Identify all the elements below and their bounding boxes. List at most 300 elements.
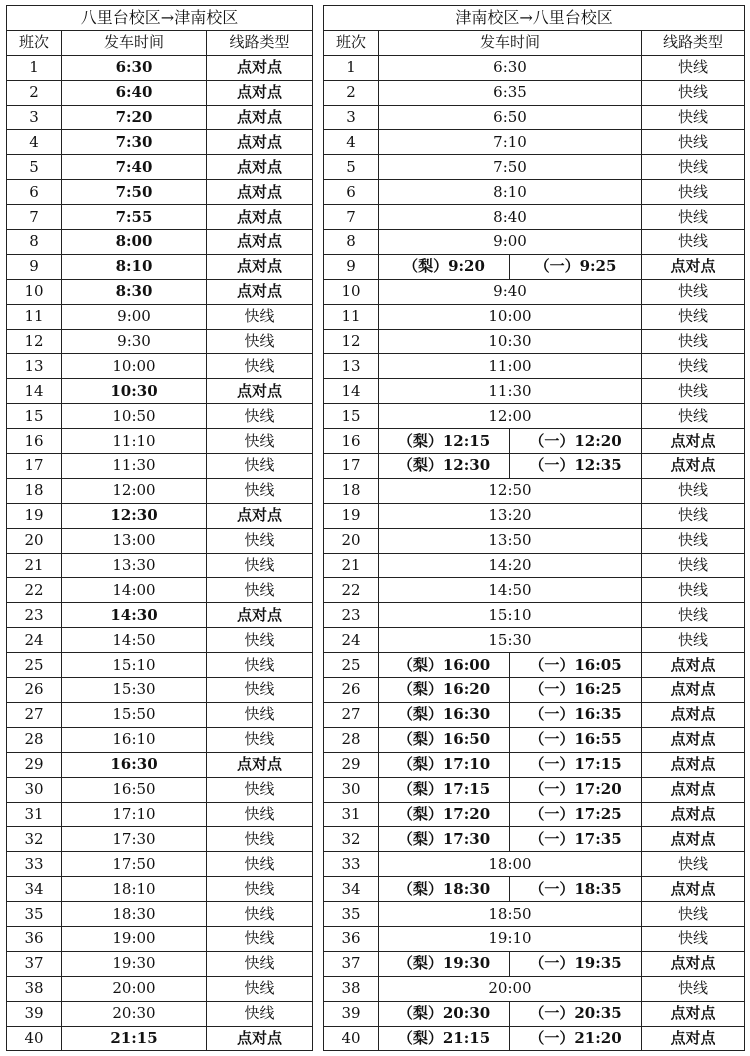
- trip-number: 28: [7, 727, 62, 752]
- table-row: [324, 478, 745, 503]
- route-type: 点对点: [207, 105, 313, 130]
- route-type: 点对点: [207, 180, 313, 205]
- departure-time: 16:10: [62, 727, 207, 752]
- right-schedule-table: [323, 5, 745, 1051]
- route-type: 快线: [642, 205, 745, 230]
- departure-time: 11:30: [379, 379, 642, 404]
- route-type: 快线: [642, 180, 745, 205]
- departure-time: 20:30: [62, 1001, 207, 1026]
- left-header-row: [7, 30, 313, 55]
- departure-time: 12:50: [379, 478, 642, 503]
- route-type: 快线: [207, 404, 313, 429]
- route-type: 点对点: [207, 80, 313, 105]
- departure-time: 9:00: [379, 230, 642, 255]
- trip-number: 35: [324, 902, 379, 927]
- departure-time: 14:50: [379, 578, 642, 603]
- table-row: [324, 852, 745, 877]
- trip-number: 28: [324, 727, 379, 752]
- trip-number: 34: [7, 877, 62, 902]
- route-type: 快线: [642, 603, 745, 628]
- departure-time: 13:00: [62, 528, 207, 553]
- trip-number: 37: [7, 951, 62, 976]
- route-type: 快线: [207, 304, 313, 329]
- trip-number: 5: [324, 155, 379, 180]
- trip-number: 33: [324, 852, 379, 877]
- route-type: 快线: [642, 354, 745, 379]
- departure-time: 11:30: [62, 454, 207, 479]
- route-type: 快线: [642, 105, 745, 130]
- route-type: 点对点: [642, 777, 745, 802]
- table-row: [324, 777, 745, 802]
- departure-time: 15:30: [379, 628, 642, 653]
- route-type: 快线: [207, 653, 313, 678]
- departure-time: 6:30: [62, 55, 207, 80]
- departure-time: 10:00: [62, 354, 207, 379]
- trip-number: 4: [324, 130, 379, 155]
- route-type: 快线: [207, 1001, 313, 1026]
- route-type: 点对点: [642, 1001, 745, 1026]
- trip-number: 40: [324, 1026, 379, 1051]
- route-type: 点对点: [207, 205, 313, 230]
- table-row: [7, 653, 313, 678]
- trip-number: 1: [7, 55, 62, 80]
- departure-time-yi: （一）17:35: [510, 827, 642, 852]
- trip-number: 24: [324, 628, 379, 653]
- table-row: [324, 329, 745, 354]
- trip-number: 25: [7, 653, 62, 678]
- departure-time: 15:10: [379, 603, 642, 628]
- table-row: [324, 902, 745, 927]
- route-type: 快线: [207, 802, 313, 827]
- departure-time-yi: （一）16:05: [510, 653, 642, 678]
- table-row: [7, 951, 313, 976]
- table-row: [324, 1001, 745, 1026]
- route-type: 快线: [207, 902, 313, 927]
- route-type: 快线: [207, 951, 313, 976]
- route-type: 快线: [642, 926, 745, 951]
- departure-time: 11:00: [379, 354, 642, 379]
- right-title-row: [324, 6, 745, 31]
- route-type: 快线: [207, 852, 313, 877]
- trip-number: 18: [324, 478, 379, 503]
- departure-time: 18:50: [379, 902, 642, 927]
- departure-time: 8:10: [379, 180, 642, 205]
- route-type: 点对点: [207, 752, 313, 777]
- trip-number: 19: [7, 503, 62, 528]
- table-row: [324, 354, 745, 379]
- departure-time: 9:40: [379, 279, 642, 304]
- departure-time: 14:20: [379, 553, 642, 578]
- table-row: [324, 976, 745, 1001]
- route-type: 快线: [642, 553, 745, 578]
- trip-number: 8: [7, 230, 62, 255]
- right-table-title: 津南校区→八里台校区: [324, 6, 745, 31]
- route-type: 点对点: [642, 454, 745, 479]
- trip-number: 20: [7, 528, 62, 553]
- right-header-no: 班次: [324, 30, 379, 55]
- departure-time-yi: （一）16:55: [510, 727, 642, 752]
- table-row: [7, 752, 313, 777]
- table-row: [7, 628, 313, 653]
- departure-time: 19:00: [62, 926, 207, 951]
- departure-time: 15:50: [62, 702, 207, 727]
- departure-time-li: （梨）12:15: [379, 429, 510, 454]
- table-row: [7, 852, 313, 877]
- trip-number: 2: [324, 80, 379, 105]
- departure-time: 9:00: [62, 304, 207, 329]
- trip-number: 27: [7, 702, 62, 727]
- trip-number: 33: [7, 852, 62, 877]
- route-type: 点对点: [207, 603, 313, 628]
- trip-number: 22: [324, 578, 379, 603]
- departure-time: 15:10: [62, 653, 207, 678]
- table-row: [7, 827, 313, 852]
- table-row: [7, 603, 313, 628]
- trip-number: 27: [324, 702, 379, 727]
- route-type: 快线: [207, 478, 313, 503]
- departure-time: 10:30: [62, 379, 207, 404]
- table-row: [7, 304, 313, 329]
- route-type: 快线: [207, 877, 313, 902]
- departure-time: 19:10: [379, 926, 642, 951]
- departure-time-li: （梨）17:20: [379, 802, 510, 827]
- departure-time: 13:50: [379, 528, 642, 553]
- departure-time: 16:50: [62, 777, 207, 802]
- route-type: 点对点: [642, 802, 745, 827]
- route-type: 点对点: [642, 678, 745, 703]
- table-row: [324, 105, 745, 130]
- trip-number: 30: [324, 777, 379, 802]
- table-row: [7, 205, 313, 230]
- table-row: [7, 230, 313, 255]
- route-type: 点对点: [207, 1026, 313, 1051]
- route-type: 快线: [642, 902, 745, 927]
- departure-time: 18:10: [62, 877, 207, 902]
- departure-time: 17:30: [62, 827, 207, 852]
- trip-number: 12: [324, 329, 379, 354]
- route-type: 点对点: [642, 429, 745, 454]
- table-row: [324, 653, 745, 678]
- departure-time-li: （梨）9:20: [379, 254, 510, 279]
- left-table-title: 八里台校区→津南校区: [7, 6, 313, 31]
- route-type: 快线: [642, 503, 745, 528]
- route-type: 点对点: [207, 155, 313, 180]
- table-row: [7, 777, 313, 802]
- table-row: [324, 578, 745, 603]
- route-type: 快线: [207, 553, 313, 578]
- left-header-type: 线路类型: [207, 30, 313, 55]
- trip-number: 10: [324, 279, 379, 304]
- trip-number: 13: [7, 354, 62, 379]
- departure-time-li: （梨）16:30: [379, 702, 510, 727]
- trip-number: 8: [324, 230, 379, 255]
- departure-time: 17:50: [62, 852, 207, 877]
- departure-time: 15:30: [62, 678, 207, 703]
- departure-time: 13:30: [62, 553, 207, 578]
- route-type: 快线: [207, 976, 313, 1001]
- table-row: [324, 55, 745, 80]
- table-row: [7, 429, 313, 454]
- table-row: [7, 976, 313, 1001]
- departure-time-li: （梨）17:15: [379, 777, 510, 802]
- departure-time: 12:00: [379, 404, 642, 429]
- route-type: 点对点: [207, 279, 313, 304]
- departure-time-li: （梨）20:30: [379, 1001, 510, 1026]
- route-type: 点对点: [642, 951, 745, 976]
- departure-time: 17:10: [62, 802, 207, 827]
- trip-number: 16: [7, 429, 62, 454]
- route-type: 快线: [642, 478, 745, 503]
- table-row: [324, 379, 745, 404]
- table-row: [7, 926, 313, 951]
- route-type: 快线: [207, 702, 313, 727]
- departure-time: 13:20: [379, 503, 642, 528]
- departure-time-yi: （一）17:20: [510, 777, 642, 802]
- trip-number: 31: [324, 802, 379, 827]
- departure-time: 8:40: [379, 205, 642, 230]
- departure-time: 7:30: [62, 130, 207, 155]
- departure-time: 6:40: [62, 80, 207, 105]
- table-row: [7, 379, 313, 404]
- trip-number: 24: [7, 628, 62, 653]
- route-type: 快线: [642, 55, 745, 80]
- departure-time: 6:30: [379, 55, 642, 80]
- departure-time: 9:30: [62, 329, 207, 354]
- trip-number: 38: [7, 976, 62, 1001]
- route-type: 快线: [642, 578, 745, 603]
- trip-number: 20: [324, 528, 379, 553]
- route-type: 点对点: [642, 1026, 745, 1051]
- route-type: 点对点: [207, 503, 313, 528]
- trip-number: 9: [324, 254, 379, 279]
- departure-time: 12:30: [62, 503, 207, 528]
- departure-time-yi: （一）21:20: [510, 1026, 642, 1051]
- departure-time: 8:30: [62, 279, 207, 304]
- right-table-body: [324, 55, 745, 1051]
- left-header-no: 班次: [7, 30, 62, 55]
- departure-time-li: （梨）21:15: [379, 1026, 510, 1051]
- departure-time: 12:00: [62, 478, 207, 503]
- departure-time-li: （梨）19:30: [379, 951, 510, 976]
- table-row: [7, 802, 313, 827]
- trip-number: 15: [324, 404, 379, 429]
- trip-number: 1: [324, 55, 379, 80]
- departure-time: 7:50: [379, 155, 642, 180]
- departure-time: 10:50: [62, 404, 207, 429]
- route-type: 快线: [207, 777, 313, 802]
- table-row: [324, 155, 745, 180]
- table-row: [324, 254, 745, 279]
- trip-number: 19: [324, 503, 379, 528]
- table-row: [7, 877, 313, 902]
- table-row: [7, 727, 313, 752]
- trip-number: 18: [7, 478, 62, 503]
- route-type: 快线: [642, 155, 745, 180]
- trip-number: 29: [7, 752, 62, 777]
- route-type: 点对点: [642, 752, 745, 777]
- route-type: 快线: [207, 354, 313, 379]
- trip-number: 22: [7, 578, 62, 603]
- table-row: [324, 877, 745, 902]
- departure-time: 6:50: [379, 105, 642, 130]
- table-row: [324, 454, 745, 479]
- route-type: 快线: [207, 678, 313, 703]
- route-type: 快线: [642, 230, 745, 255]
- table-row: [324, 603, 745, 628]
- trip-number: 5: [7, 155, 62, 180]
- route-type: 点对点: [207, 379, 313, 404]
- route-type: 快线: [207, 329, 313, 354]
- table-row: [7, 329, 313, 354]
- trip-number: 31: [7, 802, 62, 827]
- table-row: [324, 678, 745, 703]
- departure-time: 7:20: [62, 105, 207, 130]
- route-type: 快线: [207, 628, 313, 653]
- departure-time: 10:00: [379, 304, 642, 329]
- trip-number: 34: [324, 877, 379, 902]
- route-type: 点对点: [207, 130, 313, 155]
- trip-number: 10: [7, 279, 62, 304]
- trip-number: 3: [7, 105, 62, 130]
- table-row: [7, 404, 313, 429]
- departure-time: 6:35: [379, 80, 642, 105]
- departure-time-yi: （一）18:35: [510, 877, 642, 902]
- route-type: 快线: [207, 926, 313, 951]
- right-header-type: 线路类型: [642, 30, 745, 55]
- trip-number: 32: [7, 827, 62, 852]
- table-row: [324, 951, 745, 976]
- trip-number: 37: [324, 951, 379, 976]
- route-type: 快线: [642, 329, 745, 354]
- route-type: 快线: [207, 727, 313, 752]
- table-row: [324, 230, 745, 255]
- departure-time-yi: （一）12:35: [510, 454, 642, 479]
- table-row: [7, 155, 313, 180]
- trip-number: 36: [324, 926, 379, 951]
- trip-number: 25: [324, 653, 379, 678]
- route-type: 快线: [642, 628, 745, 653]
- departure-time: 16:30: [62, 752, 207, 777]
- left-schedule-table: [6, 5, 313, 1051]
- departure-time-li: （梨）12:30: [379, 454, 510, 479]
- trip-number: 6: [7, 180, 62, 205]
- trip-number: 11: [7, 304, 62, 329]
- departure-time-li: （梨）17:10: [379, 752, 510, 777]
- table-row: [7, 180, 313, 205]
- route-type: 快线: [642, 379, 745, 404]
- departure-time: 11:10: [62, 429, 207, 454]
- table-row: [7, 80, 313, 105]
- trip-number: 14: [7, 379, 62, 404]
- departure-time: 7:50: [62, 180, 207, 205]
- departure-time: 8:10: [62, 254, 207, 279]
- trip-number: 32: [324, 827, 379, 852]
- departure-time-yi: （一）20:35: [510, 1001, 642, 1026]
- route-type: 快线: [207, 454, 313, 479]
- trip-number: 40: [7, 1026, 62, 1051]
- route-type: 快线: [642, 404, 745, 429]
- table-row: [324, 727, 745, 752]
- trip-number: 12: [7, 329, 62, 354]
- departure-time-li: （梨）16:20: [379, 678, 510, 703]
- trip-number: 21: [7, 553, 62, 578]
- table-row: [324, 802, 745, 827]
- trip-number: 7: [324, 205, 379, 230]
- table-row: [324, 429, 745, 454]
- table-row: [324, 279, 745, 304]
- left-header-time: 发车时间: [62, 30, 207, 55]
- route-type: 点对点: [642, 653, 745, 678]
- table-row: [324, 180, 745, 205]
- trip-number: 23: [7, 603, 62, 628]
- route-type: 点对点: [642, 827, 745, 852]
- trip-number: 7: [7, 205, 62, 230]
- route-type: 点对点: [642, 877, 745, 902]
- table-row: [324, 304, 745, 329]
- table-row: [324, 1026, 745, 1051]
- departure-time: 7:10: [379, 130, 642, 155]
- departure-time: 21:15: [62, 1026, 207, 1051]
- table-row: [324, 752, 745, 777]
- route-type: 快线: [642, 80, 745, 105]
- trip-number: 39: [7, 1001, 62, 1026]
- departure-time-yi: （一）19:35: [510, 951, 642, 976]
- right-header-row: [324, 30, 745, 55]
- departure-time: 18:00: [379, 852, 642, 877]
- route-type: 快线: [207, 827, 313, 852]
- trip-number: 26: [7, 678, 62, 703]
- route-type: 快线: [642, 976, 745, 1001]
- departure-time: 8:00: [62, 230, 207, 255]
- trip-number: 17: [324, 454, 379, 479]
- table-row: [324, 404, 745, 429]
- departure-time: 18:30: [62, 902, 207, 927]
- departure-time: 20:00: [379, 976, 642, 1001]
- table-row: [324, 553, 745, 578]
- departure-time-li: （梨）16:50: [379, 727, 510, 752]
- table-row: [324, 702, 745, 727]
- trip-number: 39: [324, 1001, 379, 1026]
- route-type: 点对点: [207, 55, 313, 80]
- trip-number: 23: [324, 603, 379, 628]
- table-row: [324, 80, 745, 105]
- departure-time-yi: （一）17:15: [510, 752, 642, 777]
- route-type: 快线: [207, 578, 313, 603]
- table-row: [324, 130, 745, 155]
- route-type: 快线: [207, 528, 313, 553]
- route-type: 点对点: [642, 702, 745, 727]
- departure-time-li: （梨）18:30: [379, 877, 510, 902]
- route-type: 快线: [642, 528, 745, 553]
- route-type: 快线: [642, 279, 745, 304]
- table-row: [7, 105, 313, 130]
- left-table-body: [7, 55, 313, 1051]
- route-type: 点对点: [207, 230, 313, 255]
- table-row: [324, 827, 745, 852]
- table-row: [324, 205, 745, 230]
- departure-time: 7:40: [62, 155, 207, 180]
- departure-time: 14:00: [62, 578, 207, 603]
- table-row: [7, 678, 313, 703]
- trip-number: 14: [324, 379, 379, 404]
- trip-number: 6: [324, 180, 379, 205]
- table-row: [7, 454, 313, 479]
- table-row: [7, 503, 313, 528]
- table-row: [7, 55, 313, 80]
- table-row: [324, 503, 745, 528]
- departure-time: 10:30: [379, 329, 642, 354]
- table-row: [7, 553, 313, 578]
